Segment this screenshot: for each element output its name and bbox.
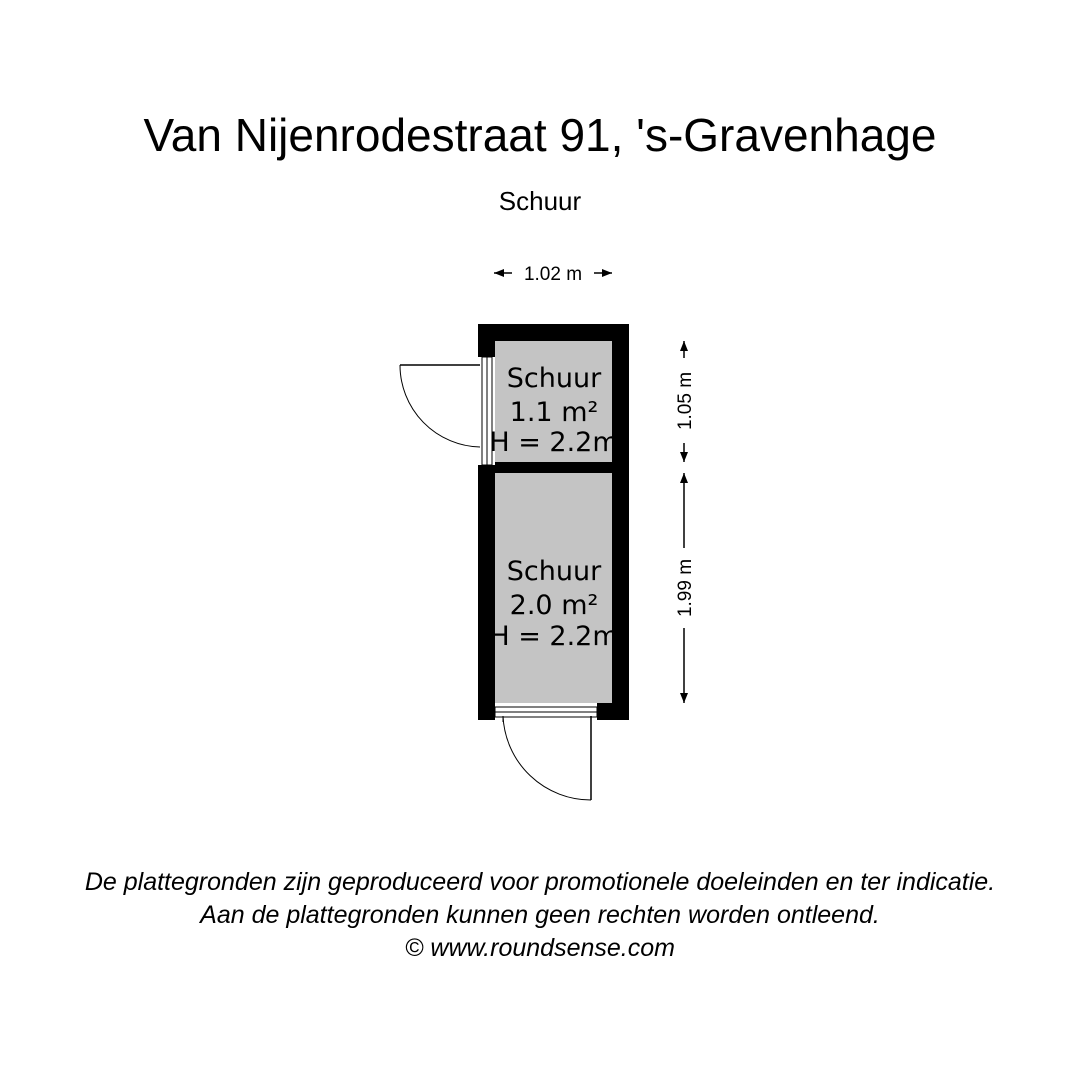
room-area: 2.0 m² (509, 590, 599, 621)
copyright-link[interactable]: © www.roundsense.com (405, 934, 675, 962)
width-dimension (494, 264, 612, 285)
disclaimer-line-1: De plattegronden zijn geproduceerd voor promotionele doeleinden en ter indicatie. (84, 868, 996, 896)
room-name: Schuur (506, 363, 602, 394)
height-dimension-bottom (675, 473, 696, 703)
height-top-label: 1.05 m (675, 371, 696, 431)
room-name: Schuur (506, 556, 602, 587)
room-height: H = 2.2m (489, 621, 619, 652)
front-door (495, 703, 597, 800)
page-subtitle: Schuur (498, 186, 582, 216)
room-area: 1.1 m² (509, 397, 599, 428)
room-height: H = 2.2m (489, 427, 619, 458)
width-label: 1.02 m (523, 264, 583, 285)
room-bottom-floor (495, 473, 612, 703)
page-title: Van Nijenrodestraat 91, 's-Gravenhage (143, 109, 937, 161)
disclaimer (0, 866, 1080, 965)
disclaimer-line-2: Aan de plattegronden kunnen geen rechten worden ontleend. (200, 901, 880, 929)
side-door (400, 357, 495, 465)
height-bottom-label: 1.99 m (675, 558, 696, 618)
height-dimension-top (675, 341, 696, 462)
